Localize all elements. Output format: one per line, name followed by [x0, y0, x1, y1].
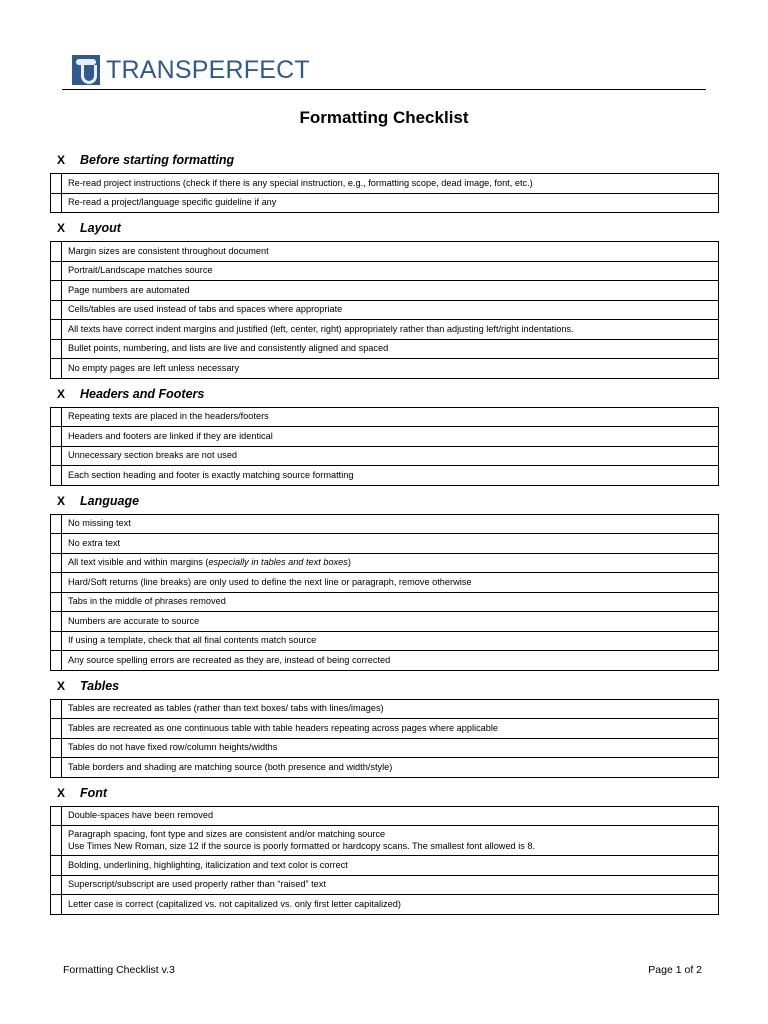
checkbox-cell[interactable]: [51, 806, 62, 826]
checklist-item-text: [62, 242, 719, 262]
section-title: Language: [80, 493, 140, 508]
checklist-item-text: [62, 699, 719, 719]
checkbox-cell[interactable]: [51, 592, 62, 612]
checklist-item-text: [62, 427, 719, 447]
item-text-suffix: ): [347, 557, 351, 567]
checklist-item-text: [62, 193, 719, 213]
logo: [72, 54, 310, 86]
checklist-item-text: [62, 466, 719, 486]
checklist-row: [51, 719, 719, 739]
checkbox-cell[interactable]: [51, 466, 62, 486]
checkbox-cell[interactable]: [51, 895, 62, 915]
transperfect-logo-icon: [72, 55, 100, 85]
item-text: Superscript/subscript are used properly rather than “raised” text: [68, 879, 326, 889]
checklist-item-text: [62, 895, 719, 915]
checklist-item-text: [62, 359, 719, 379]
item-text: Hard/Soft returns (line breaks) are only used to define the next line or paragraph, remove otherwise: [68, 576, 472, 587]
checklist-row: [51, 758, 719, 778]
item-text: Each section heading and footer is exactly matching source formatting: [68, 469, 354, 480]
checkbox-cell[interactable]: [51, 553, 62, 573]
section-title: Headers and Footers: [80, 386, 205, 401]
item-text: Margin sizes are consistent throughout document: [68, 245, 269, 256]
section-heading: [50, 215, 719, 241]
checklist-row: [51, 553, 719, 573]
checkbox-cell[interactable]: [51, 738, 62, 758]
checkbox-cell[interactable]: [51, 514, 62, 534]
checklist-item-text: [62, 826, 719, 856]
checklist-row: [51, 699, 719, 719]
item-text: Numbers are accurate to source: [68, 615, 200, 626]
checklist-item-text: [62, 446, 719, 466]
item-text: All texts have correct indent margins and justified (left, center, right) appropriately rather than adjusting left/right indentations.: [68, 323, 574, 334]
checklist-row: [51, 826, 719, 856]
checkbox-cell[interactable]: [51, 320, 62, 340]
checklist-item-text: [62, 261, 719, 281]
section-check-mark: X: [57, 221, 66, 235]
checklist-row: [51, 193, 719, 213]
section-check-mark: X: [57, 785, 66, 800]
checklist-item-text: [62, 651, 719, 671]
checklist-row: [51, 261, 719, 281]
checkbox-cell[interactable]: [51, 339, 62, 359]
checklist-row: [51, 339, 719, 359]
checklist-row: [51, 875, 719, 895]
item-text: Headers and footers are linked if they are identical: [68, 430, 273, 441]
item-text: Tables are recreated as tables (rather than text boxes/ tabs with lines/images): [68, 703, 384, 713]
footer-page-number: Page 1 of 2: [648, 964, 702, 976]
checklist-item-text: [62, 281, 719, 301]
logo-text: TRANSPERFECT: [106, 55, 310, 84]
item-text: Unnecessary section breaks are not used: [68, 450, 238, 460]
item-text: Repeating texts are placed in the headers/footers: [68, 411, 269, 421]
section-check-mark: X: [57, 153, 66, 167]
item-text: Bullet points, numbering, and lists are live and consistently aligned and spaced: [68, 343, 389, 353]
section-heading: [50, 381, 719, 407]
checklist-item-text: [62, 875, 719, 895]
checklist-row: [51, 592, 719, 612]
checklist-item-text: [62, 553, 719, 573]
item-text: Any source spelling errors are recreated as they are, instead of being corrected: [68, 654, 391, 665]
checklist-row: [51, 174, 719, 194]
checklist-item-text: [62, 534, 719, 554]
item-text: Letter case is correct (capitalized vs. not capitalized vs. only first letter capitalized): [68, 898, 401, 909]
checkbox-cell[interactable]: [51, 281, 62, 301]
checklist-table: [50, 407, 719, 486]
checkbox-cell[interactable]: [51, 407, 62, 427]
item-text-second-line: Use Times New Roman, size 12 if the source is poorly formatted or hardcopy scans. The smallest font allowed is 8.: [68, 840, 536, 851]
checklist-row: [51, 281, 719, 301]
checkbox-cell[interactable]: [51, 631, 62, 651]
checkbox-cell[interactable]: [51, 699, 62, 719]
checklist-row: [51, 573, 719, 593]
checklist-item-text: [62, 719, 719, 739]
item-text: Re-read project instructions (check if there is any special instruction, e.g., formatting scope, dead image, font, etc.): [68, 177, 533, 188]
checklist-row: [51, 320, 719, 340]
checklist-row: [51, 514, 719, 534]
checklist-item-text: [62, 174, 719, 194]
item-text: No extra text: [68, 537, 121, 548]
checkbox-cell[interactable]: [51, 174, 62, 194]
item-text: No empty pages are left unless necessary: [68, 362, 240, 373]
section-title: Before starting formatting: [80, 153, 235, 167]
checkbox-cell[interactable]: [51, 826, 62, 856]
checkbox-cell[interactable]: [51, 427, 62, 447]
item-text: Tables do not have fixed row/column heights/widths: [68, 742, 278, 752]
checklist-item-text: [62, 592, 719, 612]
checklist-row: [51, 738, 719, 758]
checkbox-cell[interactable]: [51, 300, 62, 320]
checklist-content: [50, 147, 719, 917]
item-text: Page numbers are automated: [68, 284, 190, 295]
checklist-item-text: [62, 738, 719, 758]
item-italic-text: especially in tables and text boxes: [208, 557, 348, 567]
checkbox-cell[interactable]: [51, 193, 62, 213]
item-text: Table borders and shading are matching source (both presence and width/style): [68, 761, 393, 772]
item-text: No missing text: [68, 518, 131, 528]
checklist-table: [50, 514, 719, 671]
checklist-item-text: [62, 573, 719, 593]
checklist-row: [51, 242, 719, 262]
section-title: Tables: [80, 678, 120, 693]
checkbox-cell[interactable]: [51, 573, 62, 593]
checkbox-cell[interactable]: [51, 719, 62, 739]
checklist-item-text: [62, 300, 719, 320]
checklist-row: [51, 300, 719, 320]
checklist-table: [50, 241, 719, 379]
item-text: Tables are recreated as one continuous table with table headers repeating across pages where applicable: [68, 722, 499, 733]
section-heading: [50, 488, 719, 514]
checklist-row: [51, 856, 719, 876]
item-text: Bolding, underlining, highlighting, italicization and text color is correct: [68, 859, 348, 870]
item-text: Portrait/Landscape matches source: [68, 265, 213, 275]
section-heading: [50, 780, 719, 806]
checkbox-cell[interactable]: [51, 651, 62, 671]
section-check-mark: X: [57, 678, 66, 693]
checkbox-cell[interactable]: [51, 534, 62, 554]
checkbox-cell[interactable]: [51, 875, 62, 895]
section-check-mark: X: [57, 386, 66, 401]
checklist-row: [51, 359, 719, 379]
checkbox-cell[interactable]: [51, 261, 62, 281]
checklist-row: [51, 407, 719, 427]
checklist-table: [50, 806, 719, 915]
checklist-row: [51, 534, 719, 554]
section-title: Font: [80, 785, 108, 800]
checklist-table: [50, 173, 719, 213]
checkbox-cell[interactable]: [51, 446, 62, 466]
section-title: Layout: [80, 221, 121, 235]
item-text: If using a template, check that all final contents match source: [68, 635, 317, 645]
item-text: Double-spaces have been removed: [68, 810, 214, 820]
checklist-item-text: [62, 758, 719, 778]
checklist-item-text: [62, 320, 719, 340]
checkbox-cell[interactable]: [51, 758, 62, 778]
section-check-mark: X: [57, 493, 66, 508]
checkbox-cell[interactable]: [51, 359, 62, 379]
checklist-item-text: [62, 856, 719, 876]
checklist-row: [51, 612, 719, 632]
checklist-item-text: [62, 631, 719, 651]
checklist-item-text: [62, 339, 719, 359]
item-text: Paragraph spacing, font type and sizes are consistent and/or matching source: [68, 829, 386, 839]
checklist-table: [50, 699, 719, 778]
checklist-row: [51, 631, 719, 651]
checklist-row: [51, 651, 719, 671]
checklist-row: [51, 466, 719, 486]
checklist-item-text: [62, 612, 719, 632]
section-heading: [50, 673, 719, 699]
checklist-item-text: [62, 806, 719, 826]
page-title: Formatting Checklist: [299, 108, 469, 127]
checklist-row: [51, 446, 719, 466]
section-heading: [50, 147, 719, 173]
checklist-item-text: [62, 514, 719, 534]
checklist-row: [51, 427, 719, 447]
item-text: Tabs in the middle of phrases removed: [68, 596, 226, 606]
checklist-row: [51, 806, 719, 826]
item-text: Re-read a project/language specific guideline if any: [68, 197, 277, 207]
checklist-row: [51, 895, 719, 915]
checkbox-cell[interactable]: [51, 612, 62, 632]
checkbox-cell[interactable]: [51, 242, 62, 262]
checkbox-cell[interactable]: [51, 856, 62, 876]
item-text: All text visible and within margins (: [68, 557, 209, 567]
header-divider: [62, 89, 706, 90]
item-text: Cells/tables are used instead of tabs and spaces where appropriate: [68, 304, 343, 314]
footer-document-name: Formatting Checklist v.3: [63, 964, 175, 976]
checklist-item-text: [62, 407, 719, 427]
